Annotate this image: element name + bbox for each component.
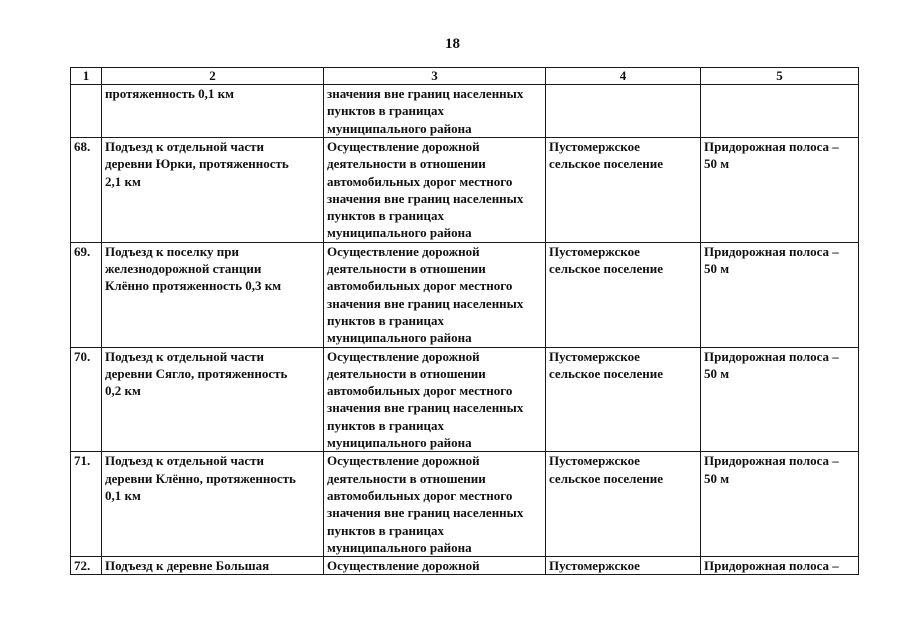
road-description: Подъезд к отдельной части деревни Сягло, протяженность 0,2 км (102, 347, 324, 452)
settlement-name: Пустомержское (546, 557, 701, 575)
row-number: 71. (71, 452, 102, 557)
roadside-strip: Придорожная полоса – 50 м (701, 138, 859, 243)
row-number: 72. (71, 557, 102, 575)
row-number: 68. (71, 138, 102, 243)
road-description: протяженность 0,1 км (102, 85, 324, 138)
table-row (71, 85, 859, 138)
column-header-2: 2 (102, 68, 324, 85)
roadside-strip: Придорожная полоса – 50 м (701, 452, 859, 557)
table-row (71, 347, 859, 452)
roadside-strip: Придорожная полоса – (701, 557, 859, 575)
column-header-4: 4 (546, 68, 701, 85)
column-header-5: 5 (701, 68, 859, 85)
road-description: Подъезд к деревне Большая (102, 557, 324, 575)
activity-description: Осуществление дорожной деятельности в отношении автомобильных дорог местного значения вне границ населенных пунктов в границах муниципального района (324, 138, 546, 243)
table-header-row (71, 68, 859, 85)
activity-description: Осуществление дорожной деятельности в отношении автомобильных дорог местного значения вне границ населенных пунктов в границах муниципального района (324, 242, 546, 347)
roadside-strip: Придорожная полоса – 50 м (701, 242, 859, 347)
activity-description: значения вне границ населенных пунктов в границах муниципального района (324, 85, 546, 138)
settlement-name: Пустомержское сельское поселение (546, 242, 701, 347)
page-number: 18 (445, 36, 460, 52)
roadside-strip (701, 85, 859, 138)
row-number: 69. (71, 242, 102, 347)
road-description: Подъезд к отдельной части деревни Юрки, протяженность 2,1 км (102, 138, 324, 243)
settlement-name: Пустомержское сельское поселение (546, 452, 701, 557)
table-row (71, 138, 859, 243)
table-row (71, 242, 859, 347)
document-table (70, 67, 859, 575)
settlement-name: Пустомержское сельское поселение (546, 138, 701, 243)
table-row (71, 452, 859, 557)
road-description: Подъезд к отдельной части деревни Клённо, протяженность 0,1 км (102, 452, 324, 557)
row-number (71, 85, 102, 138)
road-description: Подъезд к поселку при железнодорожной станции Клённо протяженность 0,3 км (102, 242, 324, 347)
row-number: 70. (71, 347, 102, 452)
activity-description: Осуществление дорожной деятельности в отношении автомобильных дорог местного значения вне границ населенных пунктов в границах муниципального района (324, 452, 546, 557)
column-header-3: 3 (324, 68, 546, 85)
settlement-name (546, 85, 701, 138)
roadside-strip: Придорожная полоса – 50 м (701, 347, 859, 452)
table-row (71, 557, 859, 575)
activity-description: Осуществление дорожной деятельности в отношении автомобильных дорог местного значения вне границ населенных пунктов в границах муниципального района (324, 347, 546, 452)
settlement-name: Пустомержское сельское поселение (546, 347, 701, 452)
column-header-1: 1 (71, 68, 102, 85)
activity-description: Осуществление дорожной (324, 557, 546, 575)
